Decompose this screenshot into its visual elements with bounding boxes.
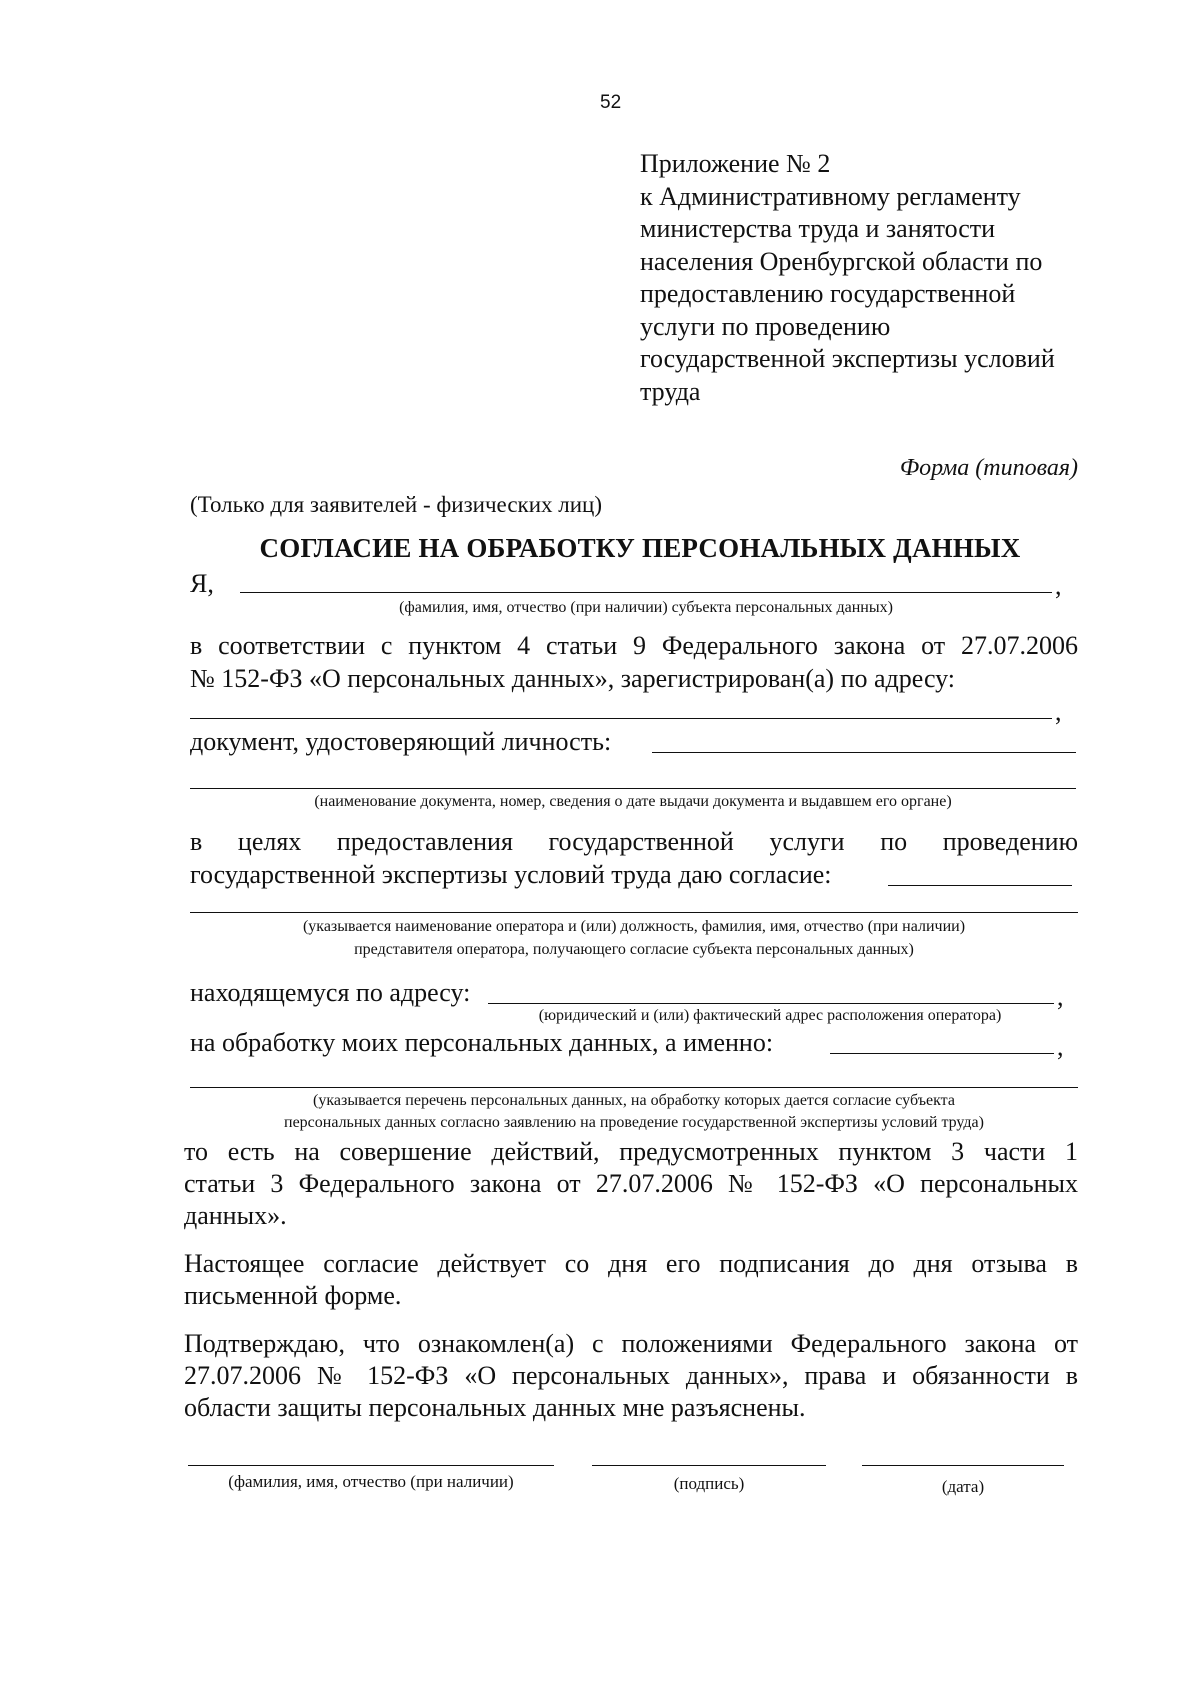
validity-line-2: письменной форме. — [184, 1281, 402, 1310]
personal-data-list-field[interactable] — [830, 1053, 1054, 1054]
signature-field[interactable] — [592, 1465, 826, 1466]
appendix-line: населения Оренбургской области по — [640, 246, 1043, 276]
hint-document: (наименование документа, номер, сведения о дате выдачи документа и выдавшем его органе) — [314, 793, 952, 810]
applicants-note: (Только для заявителей - физических лиц) — [190, 492, 603, 517]
confirm-line-1: Подтверждаю, что ознакомлен(а) с положениями Федерального закона от — [184, 1329, 1078, 1358]
hint-fio-subject: (фамилия, имя, отчество (при наличии) субъекта персональных данных) — [399, 599, 893, 616]
comma: , — [1057, 1032, 1064, 1061]
appendix-line: предоставлению государственной — [640, 279, 1016, 308]
appendix-line: услуги по проведению — [640, 311, 891, 341]
signature-date-hint: (дата) — [941, 1477, 985, 1496]
processing-label: на обработку моих персональных данных, а именно: — [190, 1028, 774, 1057]
hint-list-line-1: (указывается перечень персональных данных, на обработку которых дается согласие субъекта — [313, 1092, 955, 1109]
page-number: 52 — [600, 92, 622, 113]
hint-operator-line-1: (указывается наименование оператора и (или) должность, фамилия, имя, отчество (при наличии) — [302, 918, 966, 935]
comma: , — [1055, 697, 1062, 726]
consent-operator-field[interactable] — [888, 885, 1072, 886]
form-type-label: Форма (типовая) — [899, 455, 1078, 481]
actions-line-1: то есть на совершение действий, предусмотренных пунктом 3 части 1 — [184, 1137, 1078, 1166]
comma: , — [1055, 571, 1062, 600]
purpose-line-2: государственной экспертизы условий труда даю согласие: — [190, 860, 832, 889]
id-document-field[interactable] — [652, 752, 1076, 753]
appendix-line: государственной экспертизы условий — [640, 344, 1055, 373]
signature-fio-field[interactable] — [188, 1465, 554, 1466]
operator-address-label: находящемуся по адресу: — [190, 978, 471, 1007]
hint-operator-address: (юридический и (или) фактический адрес расположения оператора) — [538, 1007, 1002, 1024]
fio-subject-field[interactable] — [240, 592, 1052, 593]
law-paragraph-line-2: № 152-ФЗ «О персональных данных», зарегистрирован(а) по адресу: — [190, 664, 956, 693]
validity-line-1: Настоящее согласие действует со дня его подписания до дня отзыва в — [184, 1249, 1078, 1278]
signature-fio-hint: (фамилия, имя, отчество (при наличии) — [228, 1472, 514, 1491]
purpose-line-1: в целях предоставления государственной услуги по проведению — [190, 827, 1078, 856]
id-document-label: документ, удостоверяющий личность: — [190, 727, 612, 756]
i-label: Я, — [190, 569, 214, 598]
document-title: СОГЛАСИЕ НА ОБРАБОТКУ ПЕРСОНАЛЬНЫХ ДАННЫХ — [259, 533, 1021, 563]
registration-address-field[interactable] — [190, 718, 1052, 719]
appendix-block — [640, 148, 1100, 408]
personal-data-list-extra-field[interactable] — [190, 1087, 1078, 1088]
comma: , — [1057, 982, 1064, 1011]
operator-details-field[interactable] — [190, 912, 1078, 913]
appendix-line: Приложение № 2 — [640, 149, 831, 178]
signature-date-field[interactable] — [862, 1465, 1064, 1466]
hint-list-line-2: персональных данных согласно заявлению на проведение государственной экспертизы условий труда) — [284, 1114, 984, 1131]
actions-line-3: данных». — [184, 1201, 287, 1230]
appendix-line: к Административному регламенту — [640, 181, 1021, 211]
hint-operator-line-2: представителя оператора, получающего согласие субъекта персональных данных) — [354, 941, 914, 958]
appendix-line: министерства труда и занятости — [640, 214, 996, 243]
signature-hint: (подпись) — [673, 1474, 745, 1493]
confirm-line-2: 27.07.2006 № 152-ФЗ «О персональных данных», права и обязанности в — [184, 1361, 1078, 1390]
law-paragraph-line-1: в соответствии с пунктом 4 статьи 9 Федерального закона от 27.07.2006 — [190, 631, 1078, 660]
appendix-line: труда — [640, 376, 701, 406]
id-document-details-field[interactable] — [190, 788, 1076, 789]
actions-line-2: статьи 3 Федерального закона от 27.07.2006 № 152-ФЗ «О персональных — [184, 1169, 1078, 1198]
confirm-line-3: области защиты персональных данных мне разъяснены. — [184, 1393, 806, 1422]
operator-address-field[interactable] — [488, 1003, 1054, 1004]
